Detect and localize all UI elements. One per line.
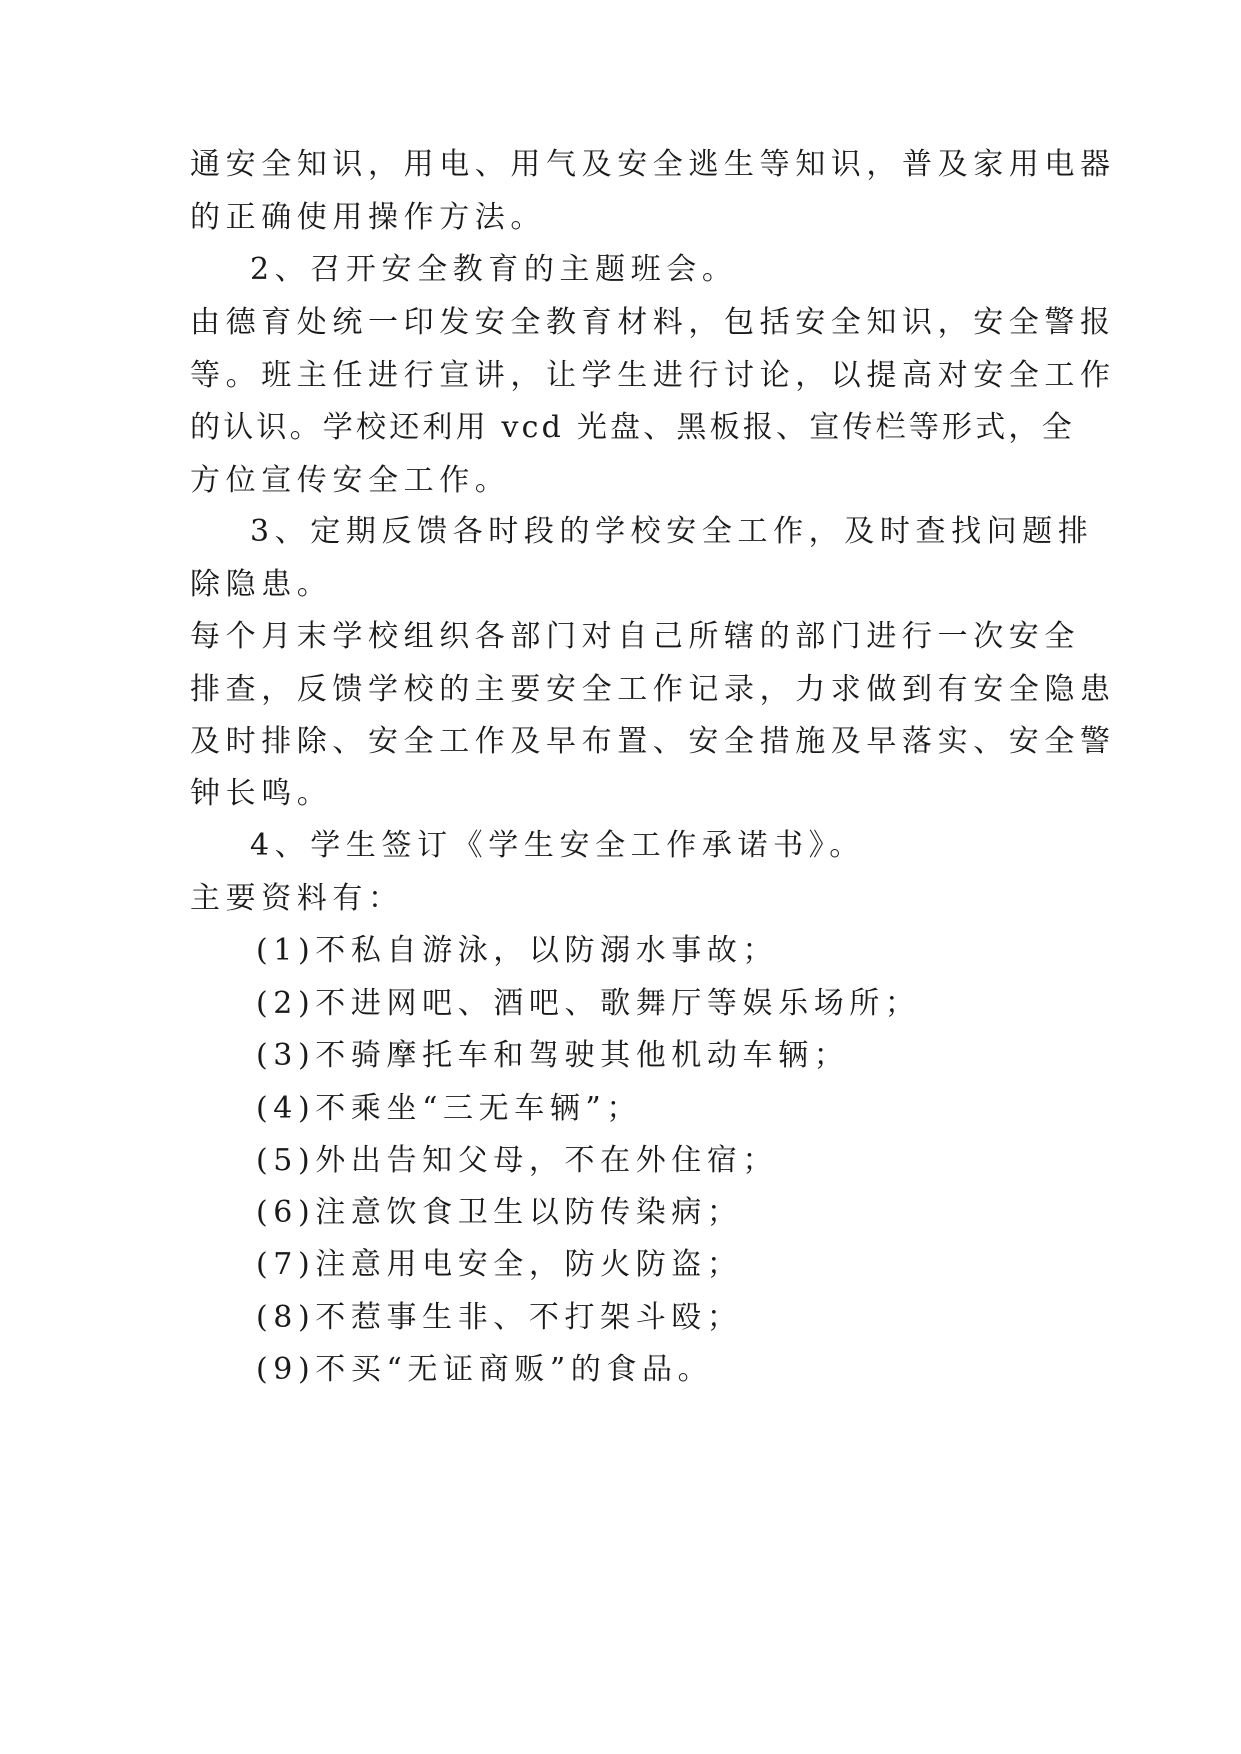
list-item: (5)外出告知父母，不在外住宿； [256, 1143, 779, 1178]
paragraph-line: 由德育处统一印发安全教育材料，包括安全知识，安全警报 [190, 305, 1116, 340]
paragraph-line: 及时排除、安全工作及早布置、安全措施及早落实、安全警 [190, 724, 1116, 759]
list-item: (8)不惹事生非、不打架斗殴； [256, 1300, 743, 1335]
section-heading-2: 2、召开安全教育的主题班会。 [250, 252, 738, 287]
paragraph-line: 的正确使用操作方法。 [190, 200, 546, 235]
paragraph-line: 等。班主任进行宣讲，让学生进行讨论，以提高对安全工作 [190, 358, 1116, 393]
paragraph-line: 通安全知识，用电、用气及安全逃生等知识，普及家用电器 [190, 147, 1116, 182]
paragraph-line: 主要资料有： [190, 881, 404, 916]
list-item: (6)注意饮食卫生以防传染病； [256, 1195, 743, 1230]
list-item: (7)注意用电安全，防火防盗； [256, 1247, 743, 1282]
list-item: (2)不进网吧、酒吧、歌舞厅等娱乐场所； [256, 986, 921, 1021]
section-heading-4: 4、学生签订《学生安全工作承诺书》。 [250, 828, 865, 863]
list-item: (9)不买“无证商贩”的食品。 [256, 1352, 714, 1387]
paragraph-line: 钟长鸣。 [190, 776, 333, 811]
list-item: (4)不乘坐“三无车辆”； [256, 1091, 642, 1126]
paragraph-line: 除隐患。 [190, 567, 333, 602]
section-heading-3: 3、定期反馈各时段的学校安全工作，及时查找问题排 [250, 514, 1094, 549]
paragraph-line: 方位宣传安全工作。 [190, 463, 511, 498]
paragraph-line: 排查，反馈学校的主要安全工作记录，力求做到有安全隐患 [190, 672, 1116, 707]
list-item: (1)不私自游泳，以防溺水事故； [256, 933, 779, 968]
list-item: (3)不骑摩托车和驾驶其他机动车辆； [256, 1038, 850, 1073]
paragraph-line: 每个月末学校组织各部门对自己所辖的部门进行一次安全 [190, 619, 1080, 654]
paragraph-line: 的认识。学校还利用 vcd 光盘、黑板报、宣传栏等形式，全 [190, 410, 1075, 445]
